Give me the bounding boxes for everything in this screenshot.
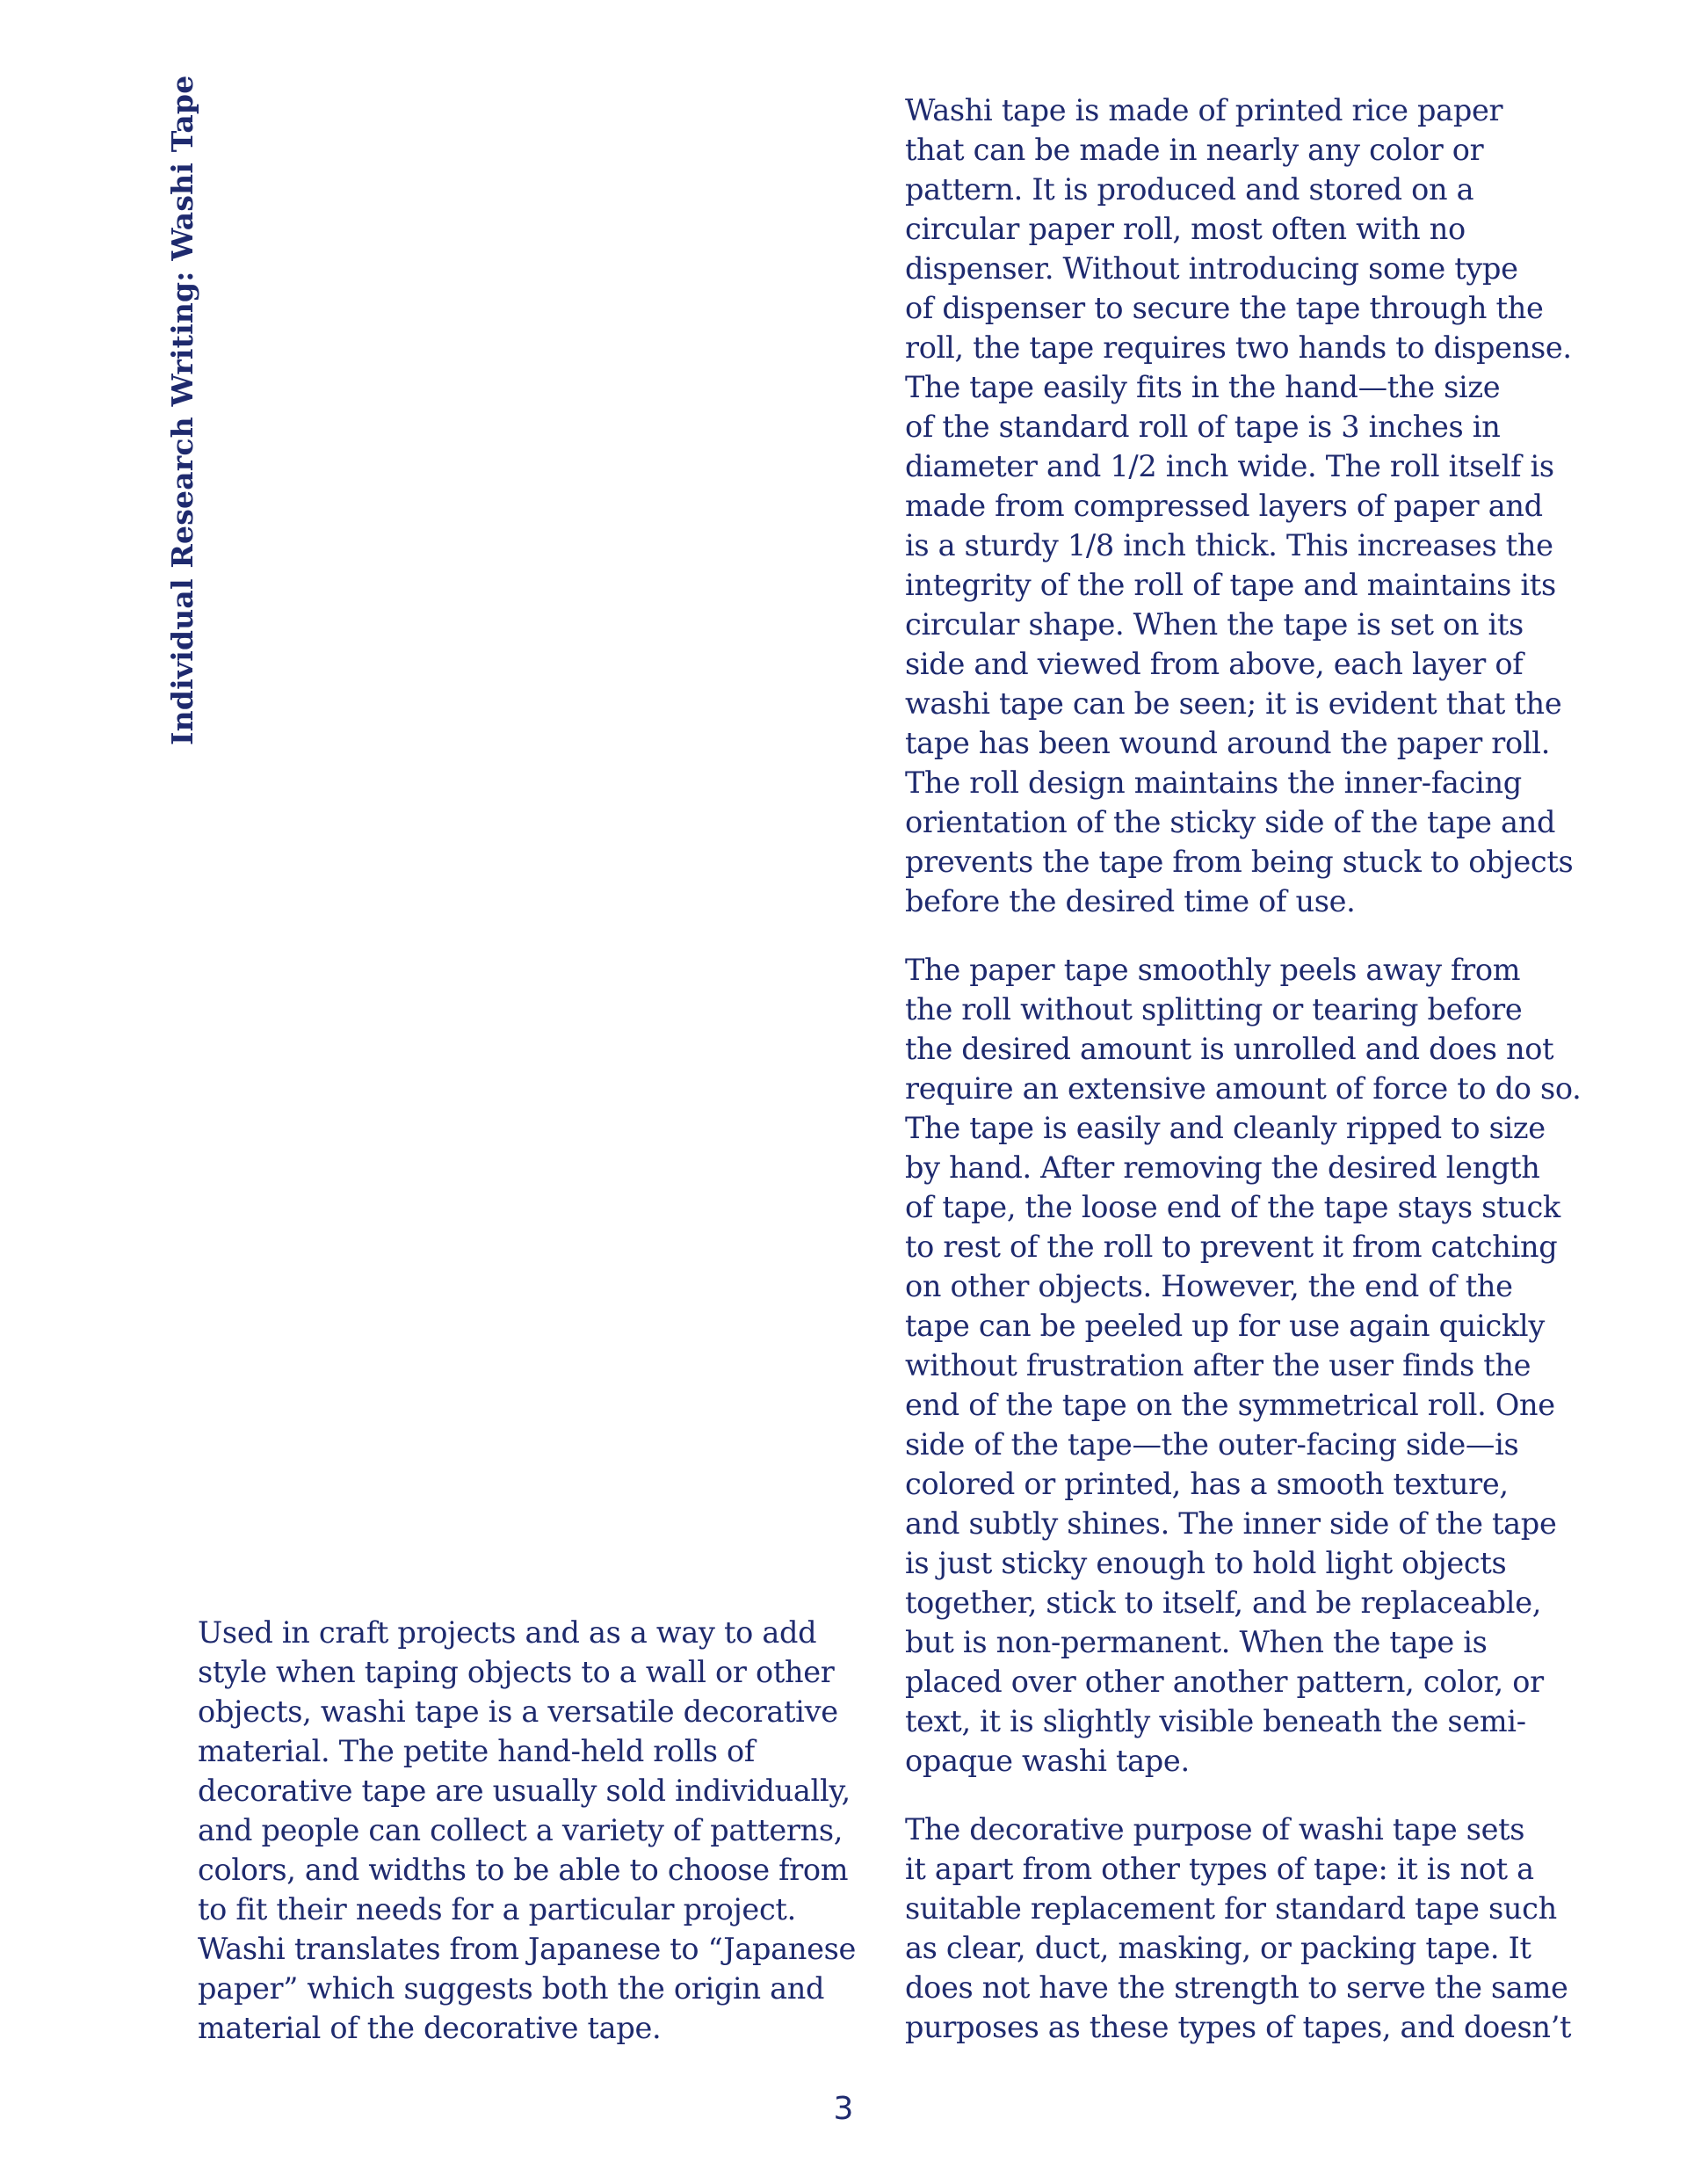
text-line: roll, the tape requires two hands to dispense. [905, 330, 1572, 365]
text-line: is a sturdy 1/8 inch thick. This increases the [905, 528, 1553, 562]
text-line: the desired amount is unrolled and does not [905, 1032, 1554, 1066]
text-line: The decorative purpose of washi tape sets [905, 1812, 1525, 1847]
text-line: circular paper roll, most often with no [905, 212, 1466, 246]
text-line: but is non-permanent. When the tape is [905, 1625, 1488, 1659]
text-line: and subtly shines. The inner side of the tape [905, 1506, 1557, 1541]
text-line: that can be made in nearly any color or [905, 133, 1484, 167]
text-line: by hand. After removing the desired length [905, 1150, 1540, 1185]
text-line: colors, and widths to be able to choose from [198, 1853, 849, 1887]
text-line: material of the decorative tape. [198, 2011, 662, 2045]
text-line: The paper tape smoothly peels away from [905, 953, 1521, 987]
text-line: end of the tape on the symmetrical roll. One [905, 1388, 1555, 1422]
text-line: is just sticky enough to hold light objects [905, 1546, 1507, 1580]
text-line: style when taping objects to a wall or other [198, 1655, 835, 1689]
paragraph [198, 1613, 874, 2048]
text-line: paper” which suggests both the origin and [198, 1971, 825, 2006]
text-line: The roll design maintains the inner-facing [905, 765, 1522, 800]
text-line: it apart from other types of tape: it is not a [905, 1852, 1534, 1886]
text-line: colored or printed, has a smooth texture, [905, 1467, 1509, 1501]
text-line: side of the tape—the outer-facing side—is [905, 1427, 1519, 1462]
text-line: text, it is slightly visible beneath the semi- [905, 1704, 1526, 1738]
text-line: side and viewed from above, each layer of [905, 647, 1524, 681]
text-line: tape has been wound around the paper roll. [905, 726, 1551, 760]
paragraph-purpose [905, 1810, 1599, 2047]
text-line: The tape easily fits in the hand—the size [905, 370, 1501, 404]
text-line: to rest of the roll to prevent it from catching [905, 1230, 1558, 1264]
text-line: and people can collect a variety of patterns, [198, 1813, 844, 1847]
text-line: Washi tape is made of printed rice paper [905, 93, 1503, 127]
text-line: to fit their needs for a particular project. [198, 1892, 796, 1926]
text-line: The tape is easily and cleanly ripped to size [905, 1111, 1546, 1145]
text-line: Washi translates from Japanese to “Japanese [198, 1932, 857, 1966]
text-line: tape can be peeled up for use again quickly [905, 1309, 1545, 1343]
text-line: as clear, duct, masking, or packing tape. It [905, 1931, 1531, 1965]
text-line: circular shape. When the tape is set on its [905, 607, 1524, 642]
text-line: washi tape can be seen; it is evident that the [905, 686, 1562, 721]
text-line: the roll without splitting or tearing before [905, 992, 1523, 1027]
text-line: purposes as these types of tapes, and doesn’t [905, 2010, 1572, 2044]
text-line: orientation of the sticky side of the tape and [905, 805, 1556, 839]
text-line: made from compressed layers of paper and [905, 489, 1543, 523]
text-line: opaque washi tape. [905, 1744, 1190, 1778]
text-line: integrity of the roll of tape and maintains its [905, 568, 1556, 602]
paragraph-usage [905, 950, 1599, 1781]
text-line: does not have the strength to serve the same [905, 1970, 1568, 2005]
text-line: pattern. It is produced and stored on a [905, 172, 1474, 207]
text-line: of the standard roll of tape is 3 inches in [905, 410, 1501, 444]
vertical-section-title: Individual Research Writing: Washi Tape [165, 75, 199, 745]
text-line: suitable replacement for standard tape such [905, 1891, 1557, 1926]
text-line: placed over other another pattern, color, or [905, 1665, 1544, 1699]
text-line: dispenser. Without introducing some type [905, 251, 1518, 286]
text-line: Used in craft projects and as a way to add [198, 1615, 817, 1650]
text-line: together, stick to itself, and be replaceable, [905, 1585, 1542, 1620]
text-line: before the desired time of use. [905, 884, 1356, 918]
text-line: require an extensive amount of force to do so. [905, 1071, 1582, 1106]
paragraph-material [905, 91, 1599, 921]
main-text-column [905, 91, 1599, 2047]
text-line: objects, washi tape is a versatile decorative [198, 1694, 838, 1729]
text-line: material. The petite hand-held rolls of [198, 1734, 755, 1768]
text-line: of tape, the loose end of the tape stays stuck [905, 1190, 1560, 1224]
page-number: 3 [833, 2091, 854, 2127]
intro-paragraph [198, 1613, 874, 2048]
text-line: diameter and 1/2 inch wide. The roll itself is [905, 449, 1554, 483]
text-line: prevents the tape from being stuck to objects [905, 845, 1574, 879]
text-line: of dispenser to secure the tape through the [905, 291, 1544, 325]
text-line: without frustration after the user finds the [905, 1348, 1531, 1382]
text-line: on other objects. However, the end of the [905, 1269, 1513, 1303]
text-line: decorative tape are usually sold individually, [198, 1774, 851, 1808]
